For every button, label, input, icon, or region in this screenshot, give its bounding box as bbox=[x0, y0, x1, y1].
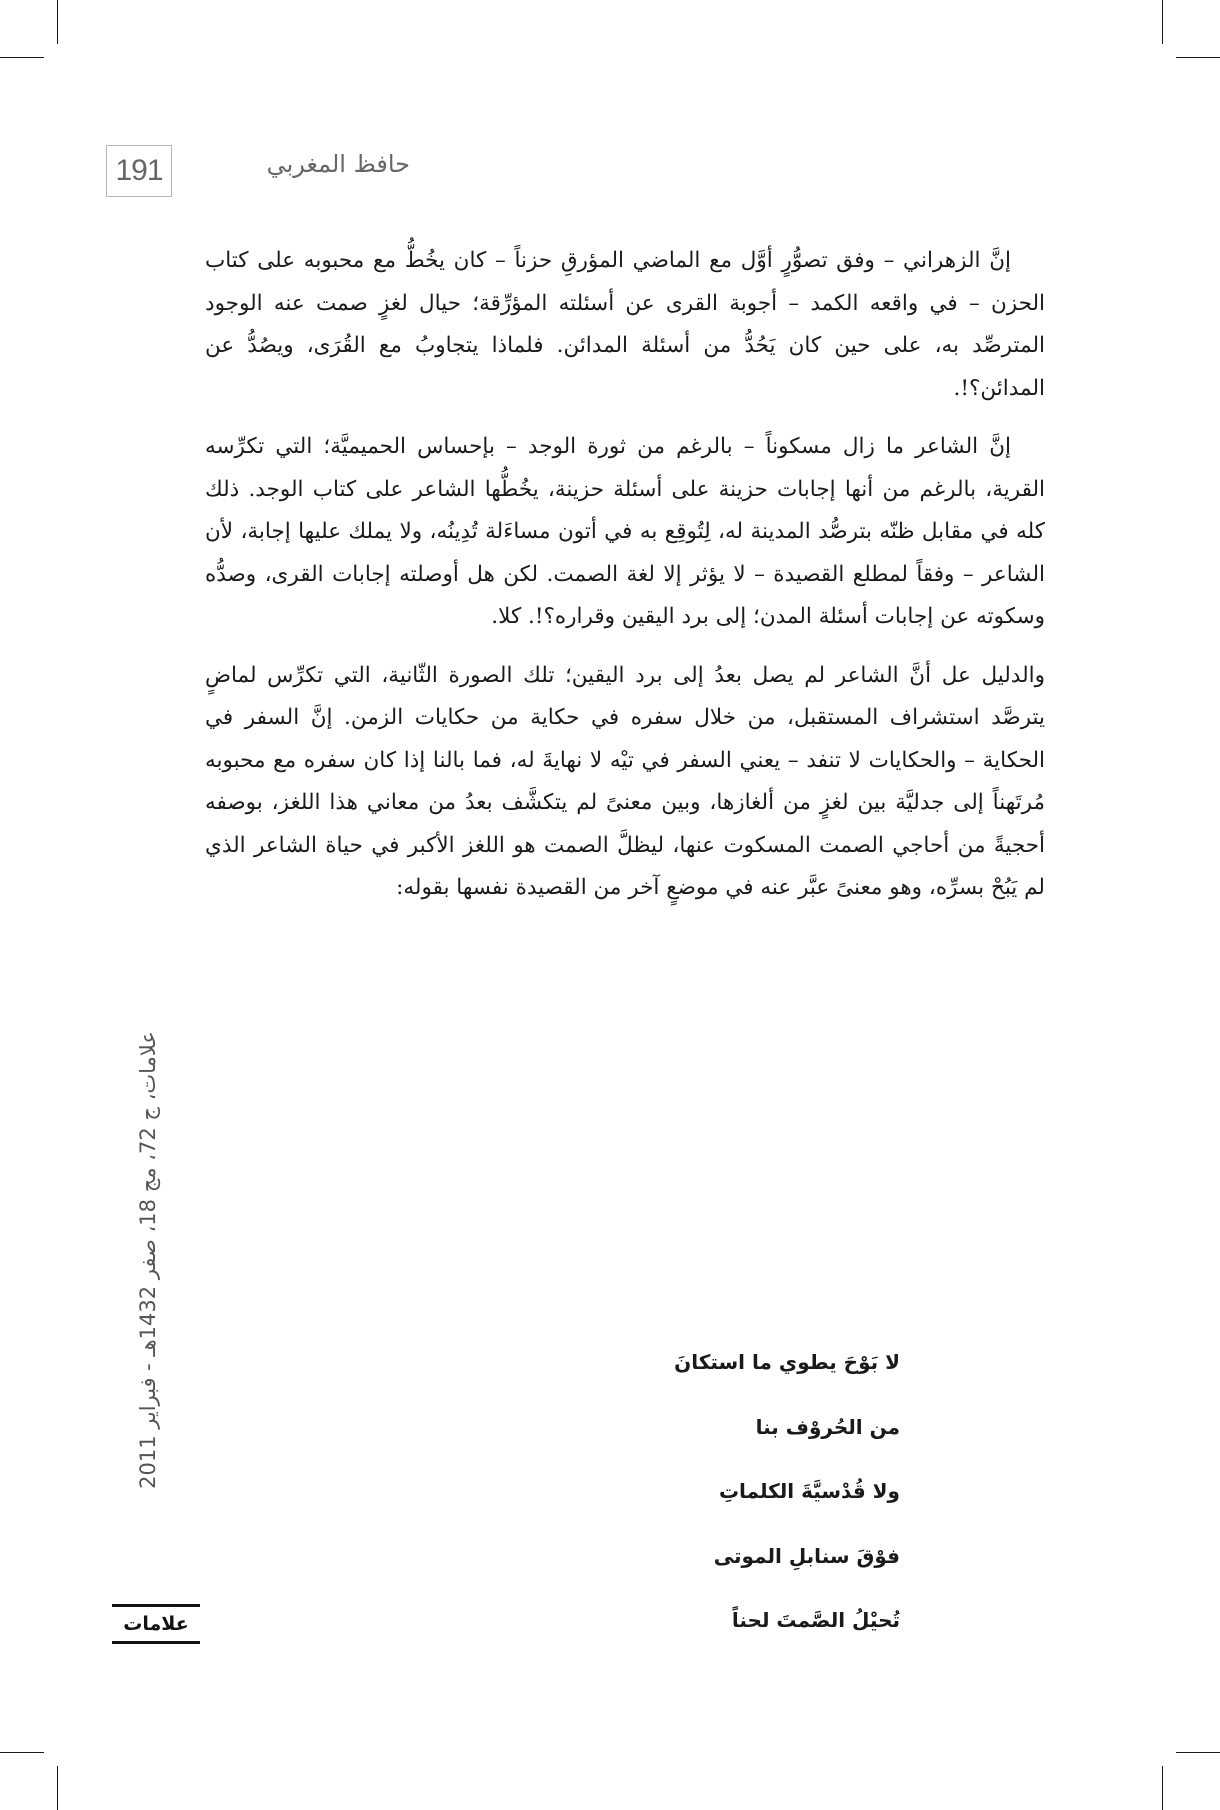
crop-mark bbox=[1162, 1766, 1163, 1810]
body-paragraph: إنَّ الزهراني – وفق تصوُّرٍ أوَّل مع الماضي المؤرقِ حزناً – كان يخُطُّ مع محبوبه على كتاب الحزن – في واقعه الكمد – أجوبة القرى عن أسئلته المؤرِّقة؛ حيال لغزٍ صمت عنه الوجود المترصِّد به، على حين كان يَحُدُّ من أسئلة المدائن. فلماذا يتجاوبُ مع القُرَى، ويصُدُّ عن المدائن؟!. bbox=[205, 248, 1045, 401]
poem-verse: لا بَوْحَ يطوي ما استكانَ bbox=[674, 1350, 900, 1374]
body-paragraph: إنَّ الشاعر ما زال مسكوناً – بالرغم من ثورة الوجد – بإحساس الحميميَّة؛ التي تكرِّسه القرية، بالرغم من أنها إجابات حزينة على أسئلة حزينة، يخُطُّها الشاعر على كتاب الوجد. ذلك كله في مقابل ظنّه بترصُّد المدينة له، لِتُوقِع به في أتون مساءَلة تُدِينُه، ولا يملك عليها إجابة، لأن الشاعر – وفقاً لمطلع القصيدة – لا يؤثر إلا لغة الصمت. لكن هل أوصلته إجابات القرى، وصدُّه وسكوته عن إجابات أسئلة المدن؛ إلى برد اليقين وقراره؟!. كلا. bbox=[205, 434, 1045, 629]
journal-citation: علامات، ج 72، مج 18، صفر 1432هـ - فبراير 2011 bbox=[136, 1031, 160, 1489]
crop-mark bbox=[57, 1766, 58, 1810]
crop-mark bbox=[1162, 0, 1163, 44]
page-number: 191 bbox=[106, 145, 172, 197]
poem-verse: تُحيْلُ الصَّمتَ لحناً bbox=[731, 1608, 900, 1632]
poem-verse: من الحُروْف بنا bbox=[755, 1414, 900, 1439]
running-head-author: حافظ المغربي bbox=[266, 150, 410, 178]
crop-mark bbox=[1176, 57, 1220, 58]
crop-mark bbox=[1176, 1752, 1220, 1753]
poem-verse: ولا قُدْسيَّةَ الكلماتِ bbox=[718, 1479, 900, 1503]
crop-mark bbox=[0, 1752, 44, 1753]
article-body bbox=[205, 240, 1045, 926]
poem-excerpt bbox=[560, 1330, 900, 1653]
journal-logo: علامات bbox=[104, 1600, 208, 1648]
crop-mark bbox=[0, 57, 44, 58]
poem-verse: فوْقَ سنابلِ الموتى bbox=[713, 1543, 900, 1568]
crop-mark bbox=[57, 0, 58, 44]
body-paragraph: والدليل عل أنَّ الشاعر لم يصل بعدُ إلى برد اليقين؛ تلك الصورة الثّانية، التي تكرِّس لماضٍ يترصَّد استشراف المستقبل، من خلال سفره في حكاية من حكايات الزمن. إنَّ السفر في الحكاية – والحكايات لا تنفد – يعني السفر في تيْه لا نهايةَ له، فما بالنا إذا كان سفره مع محبوبه مُرتَهناً إلى جدليَّة بين لغزٍ من ألغازها، وبين معنىً لم يتكشَّف بعدُ من معاني هذا اللغز، بوصفه أحجيةً من أحاجي الصمت المسكوت عنها، ليظلَّ الصمت هو اللغز الأكبر في حياة الشاعر الذي لم يَبُحْ بسرِّه، وهو معنىً عبَّر عنه في موضعٍ آخر من القصيدة نفسها بقوله: bbox=[205, 662, 1045, 900]
